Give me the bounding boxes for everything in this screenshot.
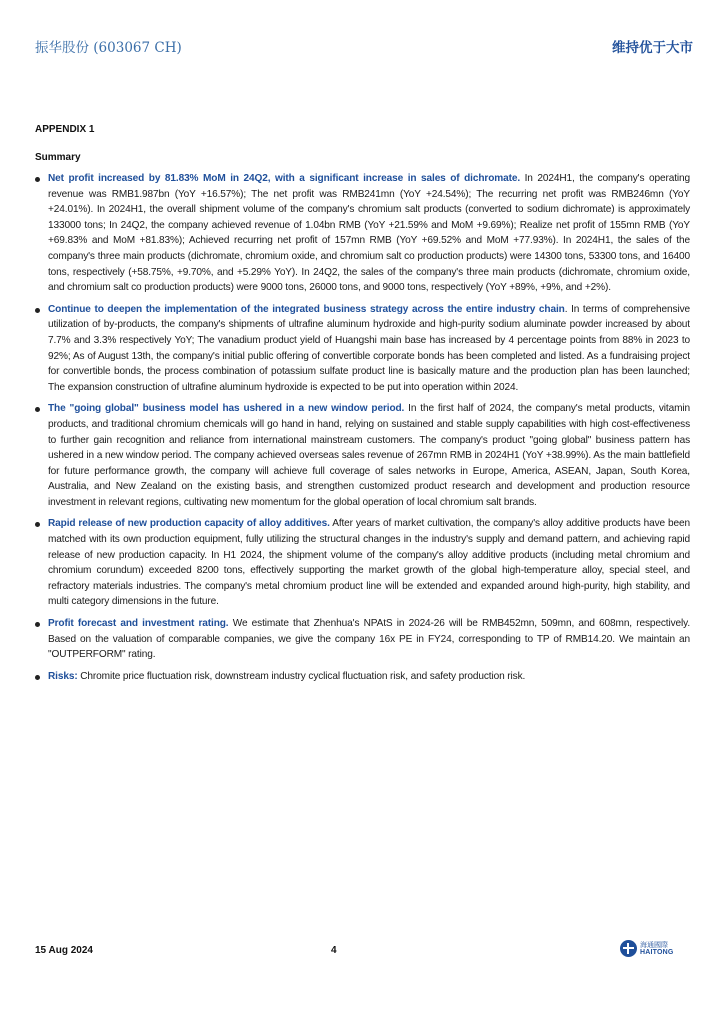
bullet-icon xyxy=(35,308,40,313)
logo-english-text: HAITONG xyxy=(640,948,674,956)
appendix-title: APPENDIX 1 xyxy=(35,124,95,135)
haitong-logo-icon xyxy=(620,940,637,957)
report-body xyxy=(35,124,690,690)
bullet-item xyxy=(35,616,690,663)
footer-date: 15 Aug 2024 xyxy=(35,945,93,956)
bullet-item xyxy=(35,302,690,396)
bullet-lead: Net profit increased by 81.83% MoM in 24Q2, with a significant increase in sales of dichromate. xyxy=(48,173,521,184)
bullet-body: After years of market cultivation, the company's alloy additive products have been matched with its own production equipment, fully utilizing the structural changes in the industry's supply and demand pattern, and achieving rapid release of new production capacity. In H1 2024, the shipment volume of the company's alloy additive products (including metal chromium and chromium corundum) exceeded 8200 tons, effectively supporting the market growth of the global high-temperature alloy, special steel, and refractory materials industries. The company's metal chromium product line will be extended and expanded around high-purity, high stability, and multi category dimensions in the future. xyxy=(48,518,690,608)
bullet-lead: Rapid release of new production capacity of alloy additives. xyxy=(48,518,330,530)
bullet-item xyxy=(35,401,690,510)
bullet-icon xyxy=(35,522,40,527)
bullet-item xyxy=(35,171,690,296)
bullet-lead: Profit forecast and investment rating. xyxy=(48,618,229,630)
report-company-ticker: 振华股份 (603067 CH) xyxy=(35,40,182,56)
bullet-body: Chromite price fluctuation risk, downstream industry cyclical fluctuation risk, and safety production risk. xyxy=(77,670,526,682)
section-title: Summary xyxy=(35,152,81,163)
bullet-icon xyxy=(35,407,40,412)
bullet-lead: Continue to deepen the implementation of the integrated business strategy across the entire industry chain xyxy=(48,303,565,315)
bullet-item xyxy=(35,516,690,610)
bullet-lead: The "going global" business model has ushered in a new window period. xyxy=(48,403,405,415)
haitong-logo xyxy=(620,940,674,957)
bullet-icon xyxy=(35,177,40,182)
bullet-item xyxy=(35,669,690,685)
bullet-icon xyxy=(35,622,40,627)
bullet-body: In 2024H1, the company's operating revenue was RMB1.987bn (YoY +16.57%); The net profit was RMB241mn (YoY +24.54%); The recurring net profit was RMB246mn (YoY +24.01%). In 2024H1, the overall shipment volume of the company's chromium salt products (converted to sodium dichromate) is approximately 133000 tons; In 24Q2, the company achieved revenue of 1.04bn RMB (YoY +21.59% and MoM +9.69%); Realize net profit of 155mn RMB (YoY +69.83% and MoM +81.83%); Achieved recurring net profit of 157mn RMB (YoY +69.52% and MoM +77.93%). In 2024H1, the sales of the company's three main products (dichromate, chromium oxide, and chromium salt co production products) were 14300 tons, 53300 tons, and 16400 tons, respectively (+58.75%, +9.70%, and +5.29% YoY). In 24Q2, the sales of the company's three main products (dichromate, chromium oxide, and chromium salt co production products) were 9000 tons, 26000 tons, and 9000 tons, respectively (YoY +89%, +9%, and +2%). xyxy=(48,173,690,294)
bullet-body: In the first half of 2024, the company's metal products, vitamin products, and traditional chromium chemicals will go hand in hand, relying on sustained and stable supply capabilities with high cost-effectiveness to further gain recognition and reliance from international mainstream customers. The company's product "going global" business pattern has ushered in a new window period. The company achieved overseas sales revenue of 267mn RMB in 2024H1 (YoY +38.99%). As the main battlefield for future performance growth, the company will achieve full coverage of sales networks in Europe, America, ASEAN, Japan, South Korea, Australia, and New Zealand on the existing basis, and strengthen customized product research and development and production resource investment in relevant regions, cultivating new momentum for the global operation of local chromium salt brands. xyxy=(48,403,690,508)
summary-bullet-list xyxy=(35,171,690,684)
page-number: 4 xyxy=(331,945,337,956)
bullet-lead: Risks: xyxy=(48,670,78,682)
bullet-icon xyxy=(35,675,40,680)
logo-chinese-text: 海通國際 xyxy=(640,940,668,949)
bullet-body: We estimate that Zhenhua's NPAtS in 2024-26 will be RMB452mn, 509mn, and 608mn, respectively. Based on the valuation of comparable companies, we give the company 16x PE in FY24, corresponding to TP of RMB14.20. We maintain an "OUTPERFORM" rating. xyxy=(48,618,690,661)
report-rating: 维持优于大市 xyxy=(612,40,693,56)
bullet-body: . In terms of comprehensive utilization of by-products, the company's shipments of ultrafine aluminum hydroxide and high-purity sodium aluminate powder increased by about 7.7% and 3.3% respectively YoY; The vanadium product yield of Huangshi main base has increased by 4 percentage points from 88% in 2023 to 92%; As of August 13th, the company's initial public offering of convertible corporate bonds has been completed and listed. As a fundraising project for convertible bonds, the process combination of potassium sulfate product line is basically mature and the production plan has been launched; The expansion construction of ultrafine aluminum hydroxide is expected to be put into operation within 2024. xyxy=(48,303,690,393)
